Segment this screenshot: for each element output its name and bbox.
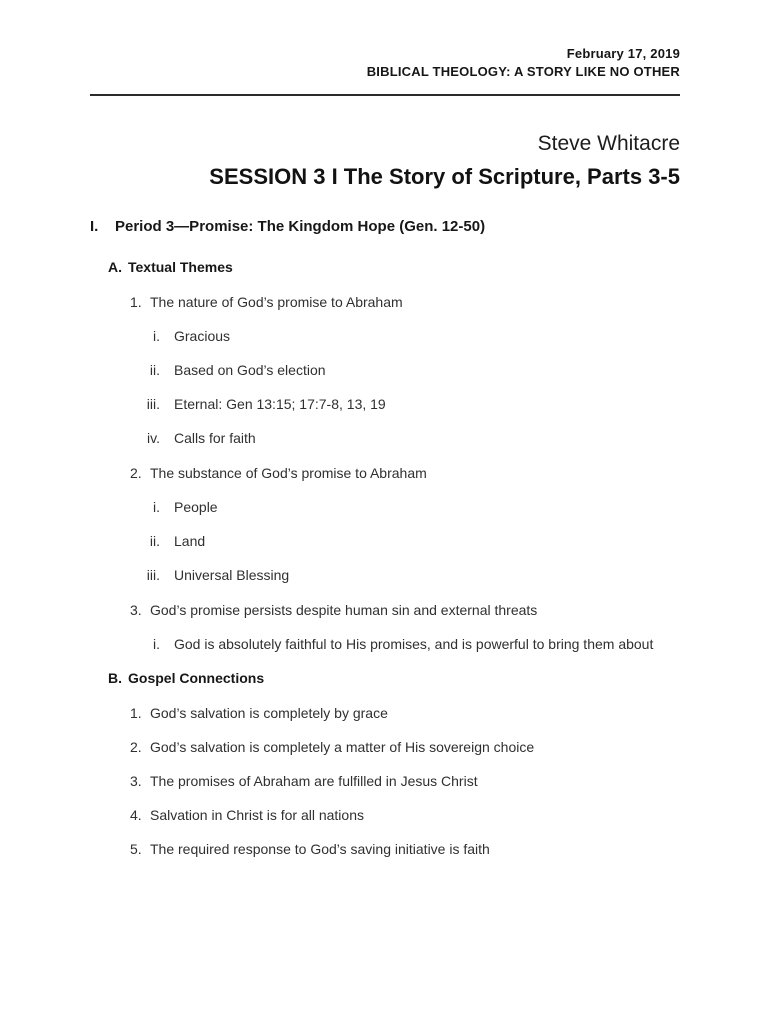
item-number: 4.	[130, 807, 142, 823]
item-text: God’s promise persists despite human sin and external threats	[150, 602, 538, 618]
outline-subitem	[140, 431, 680, 446]
subitem-text: Land	[174, 533, 206, 549]
outline-subitem	[140, 500, 680, 515]
subitem-text: Universal Blessing	[174, 567, 290, 583]
subitem-number: iii.	[146, 567, 160, 583]
subitem-number: ii.	[149, 362, 160, 378]
subitem-text: Gracious	[174, 328, 231, 344]
subsection-label: B.	[108, 670, 122, 686]
subitem-number: iii.	[146, 396, 160, 412]
header-rule	[90, 94, 680, 96]
item-number: 5.	[130, 841, 142, 857]
outline-item	[130, 466, 680, 481]
subitem-text: Calls for faith	[174, 430, 256, 446]
outline-section-title: Period 3—Promise: The Kingdom Hope (Gen. 12-50)	[115, 218, 486, 235]
item-number: 1.	[130, 705, 142, 721]
item-number: 3.	[130, 602, 142, 618]
outline-item	[130, 295, 680, 310]
outline-section-number: I.	[90, 218, 99, 235]
outline-item	[130, 842, 680, 857]
subitem-text: Based on God’s election	[174, 362, 326, 378]
subitem-text: Eternal: Gen 13:15; 17:7-8, 13, 19	[174, 396, 386, 412]
subitem-number: ii.	[149, 533, 160, 549]
subitem-number: i.	[153, 499, 160, 515]
header-series-title: BIBLICAL THEOLOGY: A STORY LIKE NO OTHER	[366, 64, 680, 79]
subitem-number: iv.	[147, 430, 160, 446]
subitem-text: People	[174, 499, 218, 515]
subitem-number: i.	[153, 636, 160, 652]
subsection-heading-a	[108, 260, 680, 275]
item-number: 1.	[130, 294, 142, 310]
item-text: The required response to God’s saving initiative is faith	[150, 841, 490, 857]
header-date: February 17, 2019	[566, 46, 680, 61]
item-text: God’s salvation is completely by grace	[150, 705, 388, 721]
item-text: God’s salvation is completely a matter of His sovereign choice	[150, 739, 535, 755]
outline-subitem	[140, 363, 680, 378]
outline-subitem	[140, 568, 680, 583]
session-title: SESSION 3 I The Story of Scripture, Parts 3-5	[209, 164, 680, 189]
subsection-label: A.	[108, 259, 122, 275]
subitem-number: i.	[153, 328, 160, 344]
outline-item	[130, 774, 680, 789]
item-text: The nature of God’s promise to Abraham	[150, 294, 403, 310]
subitem-text: God is absolutely faithful to His promises, and is powerful to bring them about	[174, 636, 654, 652]
author-byline: Steve Whitacre	[537, 132, 680, 155]
outline-item	[130, 808, 680, 823]
subsection-heading-b	[108, 671, 680, 686]
outline-item	[130, 603, 680, 618]
outline-section-heading	[90, 218, 680, 236]
item-number: 3.	[130, 773, 142, 789]
item-text: The substance of God’s promise to Abraham	[150, 465, 427, 481]
outline-subitem	[140, 534, 680, 549]
item-text: Salvation in Christ is for all nations	[150, 807, 364, 823]
subsection-title: Textual Themes	[128, 259, 233, 275]
outline-subitem	[140, 397, 680, 412]
outline-item	[130, 740, 680, 755]
item-number: 2.	[130, 739, 142, 755]
item-text: The promises of Abraham are fulfilled in Jesus Christ	[150, 773, 478, 789]
document-header	[90, 45, 680, 81]
outline-subitem	[140, 637, 680, 652]
outline-item	[130, 706, 680, 721]
outline-subitem	[140, 329, 680, 344]
item-number: 2.	[130, 465, 142, 481]
subsection-title: Gospel Connections	[128, 670, 265, 686]
